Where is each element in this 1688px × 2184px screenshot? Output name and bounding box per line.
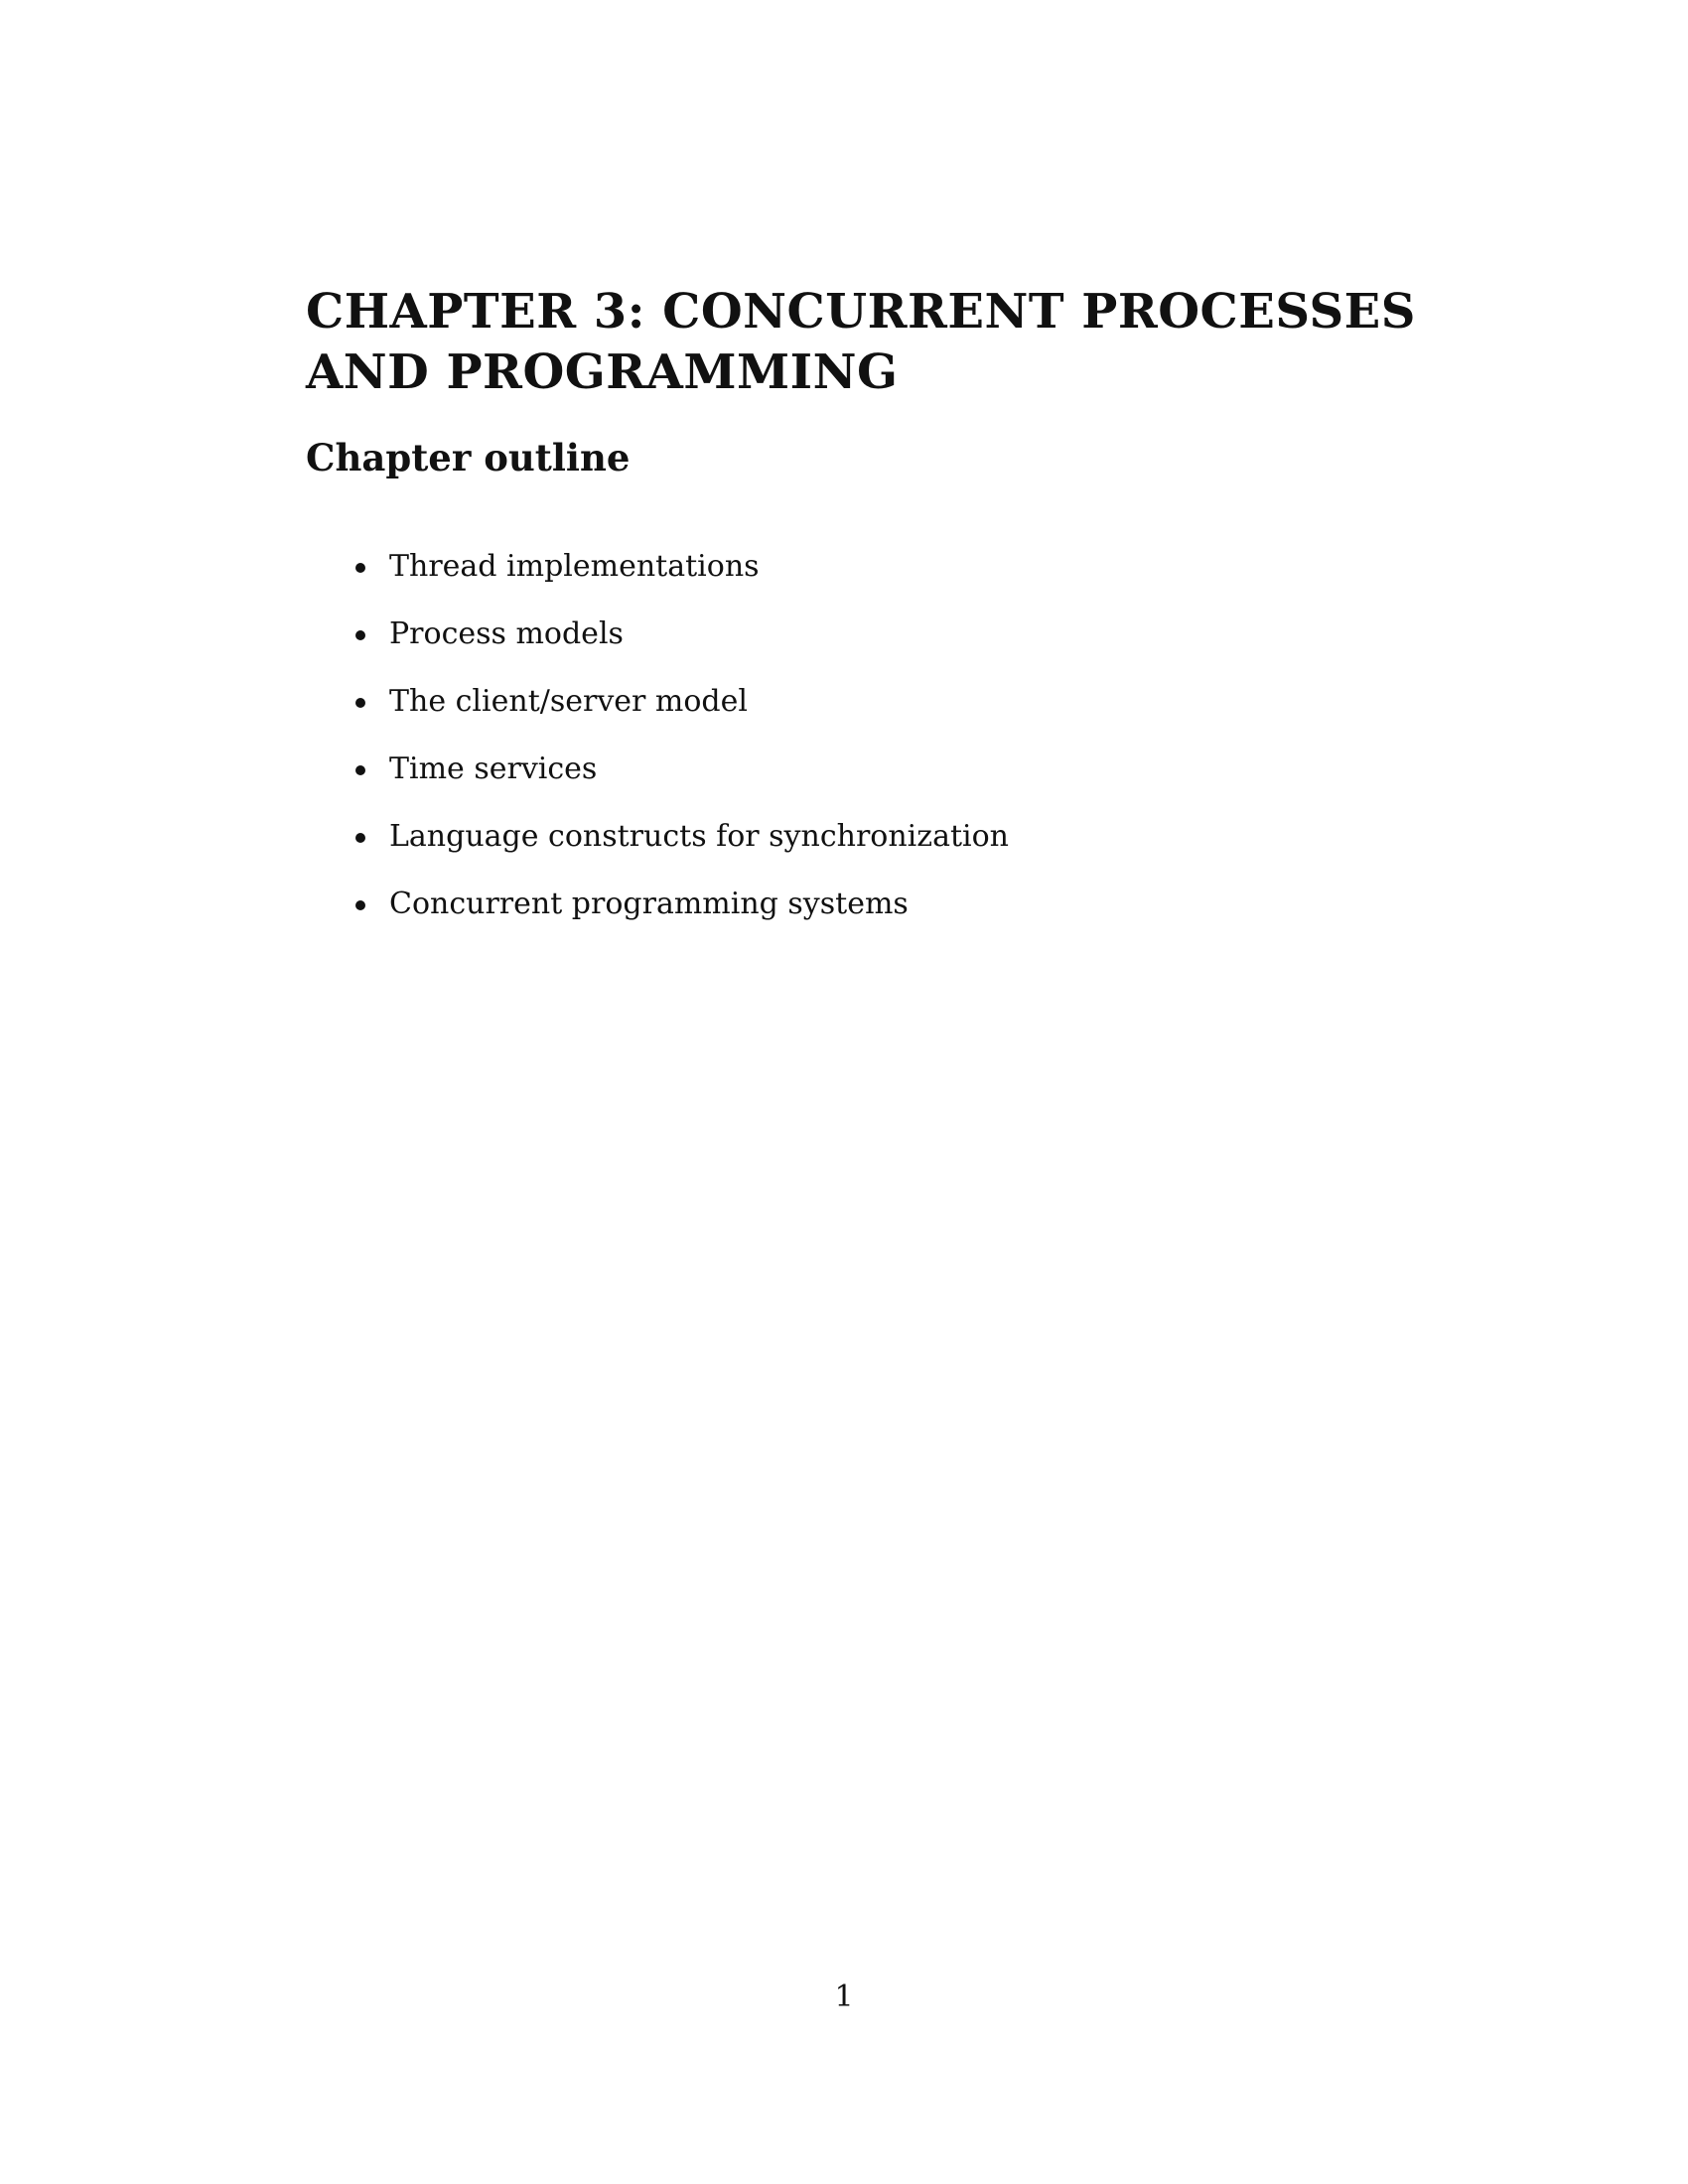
outline-item-label: Language constructs for synchronization xyxy=(389,819,1009,854)
outline-item xyxy=(348,547,1009,614)
outline-item xyxy=(348,750,1009,817)
chapter-title-line-1: CHAPTER 3: CONCURRENT PROCESSES xyxy=(306,284,1416,340)
bullet-icon xyxy=(355,698,365,708)
bullet-icon xyxy=(355,900,365,910)
outline-item-label: The client/server model xyxy=(389,684,748,719)
outline-item-label: Time services xyxy=(389,751,598,786)
page-number: 1 xyxy=(834,1979,854,2014)
bullet-icon xyxy=(355,630,365,640)
outline-item-label: Thread implementations xyxy=(389,549,760,584)
outline-item xyxy=(348,817,1009,885)
chapter-title-line-2: AND PROGRAMMING xyxy=(306,344,899,400)
outline-item-label: Process models xyxy=(389,616,624,651)
bullet-icon xyxy=(355,833,365,843)
outline-item xyxy=(348,682,1009,750)
chapter-outline-list xyxy=(348,547,1009,952)
outline-item-label: Concurrent programming systems xyxy=(389,887,909,921)
bullet-icon xyxy=(355,563,365,573)
chapter-outline-heading: Chapter outline xyxy=(306,436,631,479)
chapter-title xyxy=(306,282,1418,403)
outline-item xyxy=(348,885,1009,952)
bullet-icon xyxy=(355,765,365,775)
outline-item xyxy=(348,614,1009,682)
